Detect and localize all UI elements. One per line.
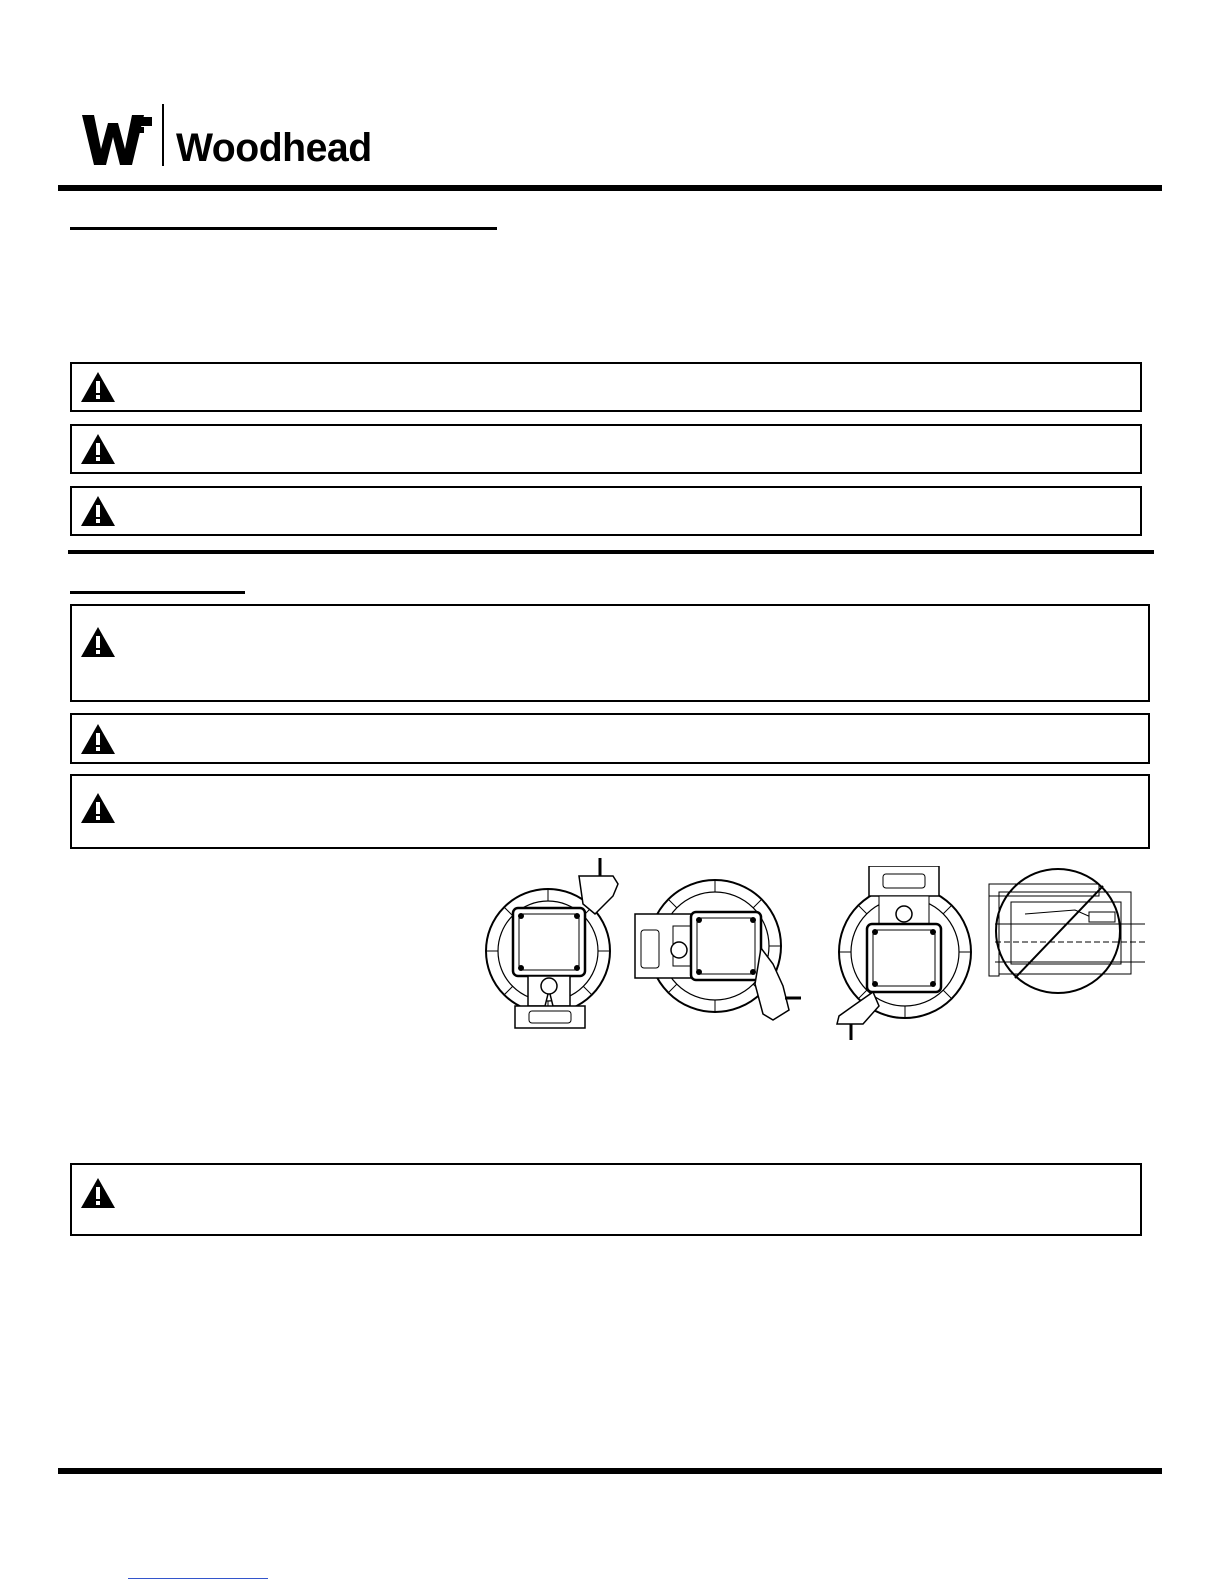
warning-text [128, 606, 1136, 700]
section-divider [68, 550, 1154, 554]
section-heading-underline-1 [70, 227, 497, 230]
warning-triangle-icon [80, 626, 116, 658]
warning-text [128, 488, 1128, 534]
warning-triangle-icon [80, 433, 116, 465]
reel-mount-orientation-a [483, 856, 633, 1036]
warning-text [128, 776, 1136, 847]
warning-box [70, 486, 1142, 536]
warning-box [70, 362, 1142, 412]
warning-box [70, 424, 1142, 474]
warning-box [70, 1163, 1142, 1236]
warning-text [128, 715, 1136, 762]
warning-box [70, 604, 1150, 702]
warning-triangle-icon [80, 792, 116, 824]
logo-divider [162, 104, 164, 166]
brand-name: Woodhead [176, 126, 372, 170]
footer-rule [58, 1468, 1162, 1474]
reel-mount-orientation-c [833, 866, 983, 1042]
warning-triangle-icon [80, 495, 116, 527]
warning-text [128, 364, 1128, 410]
section-heading-underline-2 [70, 591, 245, 594]
warning-box [70, 774, 1150, 849]
reel-mount-orientation-b [633, 874, 803, 1024]
warning-text [128, 426, 1128, 472]
footer-link[interactable] [128, 1578, 268, 1579]
warning-text [128, 1165, 1128, 1234]
warning-triangle-icon [80, 1177, 116, 1209]
warning-triangle-icon [80, 371, 116, 403]
woodhead-logo-mark [82, 115, 154, 167]
warning-box [70, 713, 1150, 764]
header-rule [58, 185, 1162, 191]
reel-mount-not-allowed [985, 866, 1145, 996]
warning-triangle-icon [80, 723, 116, 755]
